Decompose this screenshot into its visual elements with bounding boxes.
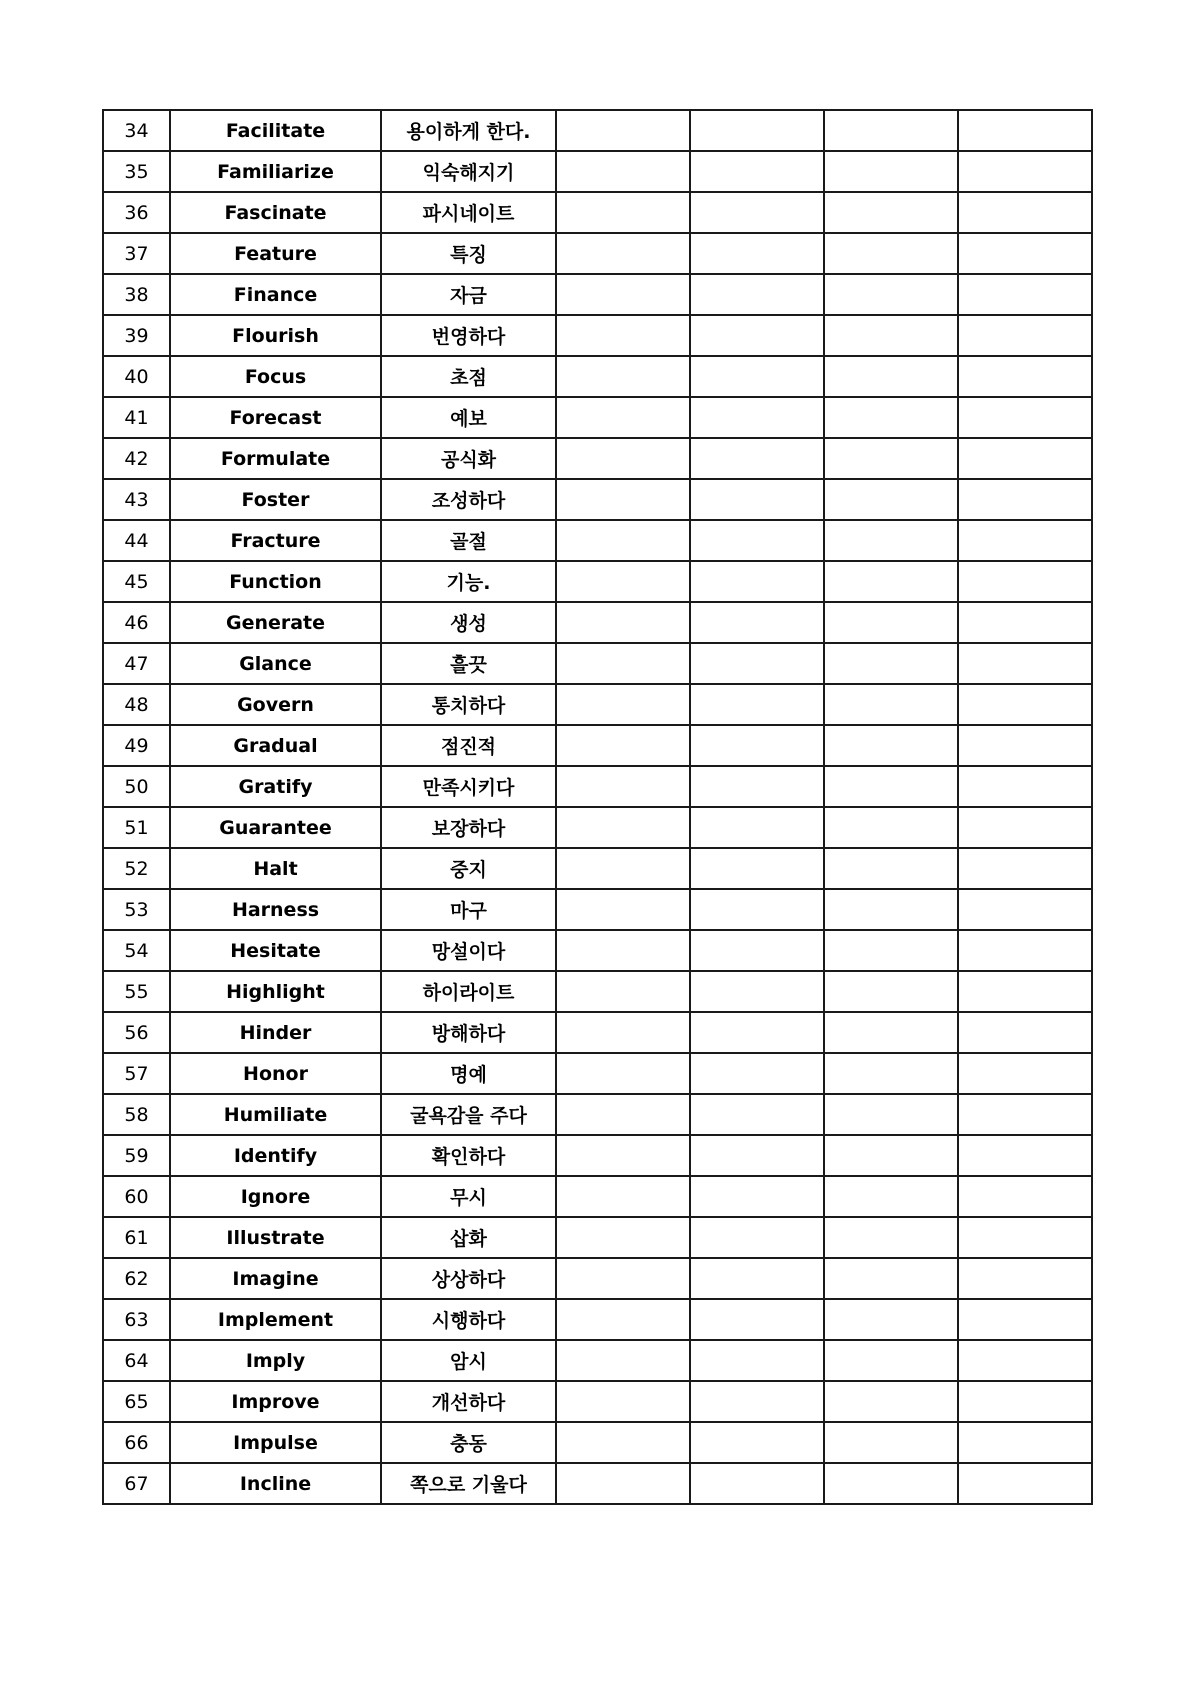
row-number: 65 [103,1381,170,1422]
practice-cell-2 [690,315,824,356]
row-number: 41 [103,397,170,438]
practice-cell-3 [824,1217,958,1258]
english-word: Implement [170,1299,381,1340]
korean-meaning: 골절 [381,520,556,561]
practice-cell-2 [690,602,824,643]
practice-cell-2 [690,1463,824,1504]
practice-cell-1 [556,397,690,438]
practice-cell-2 [690,1053,824,1094]
practice-cell-2 [690,1012,824,1053]
practice-cell-2 [690,1094,824,1135]
practice-cell-3 [824,1053,958,1094]
row-number: 52 [103,848,170,889]
row-number: 35 [103,151,170,192]
korean-meaning: 명예 [381,1053,556,1094]
practice-cell-3 [824,1135,958,1176]
row-number: 53 [103,889,170,930]
korean-meaning: 굴욕감을 주다 [381,1094,556,1135]
row-number: 45 [103,561,170,602]
practice-cell-1 [556,1094,690,1135]
row-number: 48 [103,684,170,725]
korean-meaning: 암시 [381,1340,556,1381]
korean-meaning: 쪽으로 기울다 [381,1463,556,1504]
practice-cell-2 [690,151,824,192]
english-word: Facilitate [170,110,381,151]
practice-cell-4 [958,1381,1092,1422]
korean-meaning: 초점 [381,356,556,397]
practice-cell-2 [690,1135,824,1176]
practice-cell-2 [690,848,824,889]
row-number: 50 [103,766,170,807]
korean-meaning: 마구 [381,889,556,930]
english-word: Ignore [170,1176,381,1217]
practice-cell-4 [958,1094,1092,1135]
practice-cell-3 [824,479,958,520]
row-number: 44 [103,520,170,561]
row-number: 38 [103,274,170,315]
english-word: Humiliate [170,1094,381,1135]
practice-cell-1 [556,848,690,889]
practice-cell-2 [690,397,824,438]
practice-cell-2 [690,438,824,479]
english-word: Familiarize [170,151,381,192]
table-row [103,397,1092,438]
practice-cell-1 [556,930,690,971]
table-row [103,766,1092,807]
practice-cell-3 [824,1381,958,1422]
table-row [103,1094,1092,1135]
practice-cell-4 [958,1422,1092,1463]
practice-cell-3 [824,725,958,766]
practice-cell-1 [556,1176,690,1217]
table-row [103,1340,1092,1381]
table-row [103,684,1092,725]
english-word: Glance [170,643,381,684]
row-number: 36 [103,192,170,233]
practice-cell-1 [556,1381,690,1422]
practice-cell-1 [556,438,690,479]
row-number: 51 [103,807,170,848]
practice-cell-3 [824,356,958,397]
practice-cell-2 [690,1340,824,1381]
practice-cell-3 [824,807,958,848]
english-word: Harness [170,889,381,930]
practice-cell-4 [958,725,1092,766]
practice-cell-4 [958,1463,1092,1504]
table-row [103,602,1092,643]
row-number: 47 [103,643,170,684]
practice-cell-3 [824,110,958,151]
practice-cell-3 [824,397,958,438]
table-row [103,274,1092,315]
korean-meaning: 충동 [381,1422,556,1463]
english-word: Impulse [170,1422,381,1463]
korean-meaning: 자금 [381,274,556,315]
english-word: Hesitate [170,930,381,971]
english-word: Hinder [170,1012,381,1053]
practice-cell-4 [958,274,1092,315]
practice-cell-1 [556,643,690,684]
practice-cell-4 [958,233,1092,274]
english-word: Fascinate [170,192,381,233]
practice-cell-1 [556,971,690,1012]
practice-cell-3 [824,848,958,889]
korean-meaning: 흘끗 [381,643,556,684]
practice-cell-4 [958,889,1092,930]
practice-cell-1 [556,1340,690,1381]
table-row [103,561,1092,602]
practice-cell-4 [958,1053,1092,1094]
practice-cell-4 [958,1217,1092,1258]
row-number: 39 [103,315,170,356]
practice-cell-1 [556,110,690,151]
practice-cell-3 [824,1176,958,1217]
english-word: Highlight [170,971,381,1012]
practice-cell-1 [556,233,690,274]
practice-cell-4 [958,1299,1092,1340]
row-number: 62 [103,1258,170,1299]
practice-cell-3 [824,1258,958,1299]
practice-cell-4 [958,807,1092,848]
row-number: 56 [103,1012,170,1053]
table-row [103,807,1092,848]
korean-meaning: 방해하다 [381,1012,556,1053]
row-number: 46 [103,602,170,643]
english-word: Honor [170,1053,381,1094]
practice-cell-2 [690,233,824,274]
practice-cell-2 [690,274,824,315]
practice-cell-4 [958,151,1092,192]
practice-cell-1 [556,1258,690,1299]
english-word: Identify [170,1135,381,1176]
english-word: Finance [170,274,381,315]
english-word: Guarantee [170,807,381,848]
practice-cell-2 [690,192,824,233]
practice-cell-3 [824,930,958,971]
english-word: Formulate [170,438,381,479]
practice-cell-1 [556,889,690,930]
practice-cell-2 [690,479,824,520]
row-number: 66 [103,1422,170,1463]
practice-cell-4 [958,479,1092,520]
english-word: Halt [170,848,381,889]
practice-cell-2 [690,561,824,602]
korean-meaning: 점진적 [381,725,556,766]
practice-cell-2 [690,1258,824,1299]
practice-cell-2 [690,1381,824,1422]
practice-cell-4 [958,356,1092,397]
row-number: 42 [103,438,170,479]
practice-cell-3 [824,1422,958,1463]
practice-cell-1 [556,315,690,356]
practice-cell-2 [690,1422,824,1463]
practice-cell-4 [958,397,1092,438]
korean-meaning: 특징 [381,233,556,274]
practice-cell-2 [690,1176,824,1217]
practice-cell-4 [958,520,1092,561]
english-word: Function [170,561,381,602]
practice-cell-2 [690,684,824,725]
practice-cell-2 [690,356,824,397]
practice-cell-3 [824,233,958,274]
row-number: 34 [103,110,170,151]
english-word: Govern [170,684,381,725]
korean-meaning: 망설이다 [381,930,556,971]
practice-cell-4 [958,848,1092,889]
practice-cell-4 [958,643,1092,684]
table-row [103,1012,1092,1053]
row-number: 59 [103,1135,170,1176]
practice-cell-3 [824,1094,958,1135]
table-row [103,930,1092,971]
practice-cell-3 [824,151,958,192]
english-word: Forecast [170,397,381,438]
practice-cell-1 [556,1135,690,1176]
practice-cell-4 [958,110,1092,151]
practice-cell-4 [958,1012,1092,1053]
table-row [103,233,1092,274]
practice-cell-2 [690,766,824,807]
table-row [103,1381,1092,1422]
row-number: 54 [103,930,170,971]
practice-cell-1 [556,1422,690,1463]
korean-meaning: 기능. [381,561,556,602]
practice-cell-3 [824,1463,958,1504]
korean-meaning: 중지 [381,848,556,889]
practice-cell-2 [690,110,824,151]
practice-cell-2 [690,930,824,971]
practice-cell-3 [824,1299,958,1340]
practice-cell-3 [824,889,958,930]
korean-meaning: 예보 [381,397,556,438]
practice-cell-3 [824,971,958,1012]
practice-cell-3 [824,438,958,479]
korean-meaning: 파시네이트 [381,192,556,233]
practice-cell-1 [556,1053,690,1094]
practice-cell-4 [958,766,1092,807]
korean-meaning: 번영하다 [381,315,556,356]
table-row [103,1135,1092,1176]
korean-meaning: 익숙해지기 [381,151,556,192]
practice-cell-1 [556,602,690,643]
practice-cell-1 [556,151,690,192]
english-word: Imply [170,1340,381,1381]
table-row [103,1176,1092,1217]
english-word: Illustrate [170,1217,381,1258]
practice-cell-3 [824,1012,958,1053]
table-row [103,889,1092,930]
practice-cell-1 [556,725,690,766]
row-number: 40 [103,356,170,397]
practice-cell-4 [958,1176,1092,1217]
korean-meaning: 용이하게 한다. [381,110,556,151]
table-row [103,1299,1092,1340]
korean-meaning: 조성하다 [381,479,556,520]
vocabulary-table-body [103,110,1092,1504]
english-word: Flourish [170,315,381,356]
practice-cell-1 [556,561,690,602]
row-number: 43 [103,479,170,520]
korean-meaning: 상상하다 [381,1258,556,1299]
korean-meaning: 하이라이트 [381,971,556,1012]
table-row [103,151,1092,192]
table-row [103,1463,1092,1504]
table-row [103,110,1092,151]
practice-cell-4 [958,192,1092,233]
practice-cell-3 [824,766,958,807]
practice-cell-2 [690,520,824,561]
table-row [103,192,1092,233]
english-word: Gradual [170,725,381,766]
practice-cell-4 [958,684,1092,725]
english-word: Incline [170,1463,381,1504]
practice-cell-2 [690,643,824,684]
table-row [103,479,1092,520]
practice-cell-1 [556,766,690,807]
vocabulary-table [102,109,1093,1505]
english-word: Foster [170,479,381,520]
row-number: 37 [103,233,170,274]
practice-cell-1 [556,1299,690,1340]
practice-cell-3 [824,192,958,233]
practice-cell-3 [824,602,958,643]
table-row [103,356,1092,397]
practice-cell-2 [690,1299,824,1340]
english-word: Gratify [170,766,381,807]
row-number: 60 [103,1176,170,1217]
korean-meaning: 보장하다 [381,807,556,848]
row-number: 64 [103,1340,170,1381]
korean-meaning: 개선하다 [381,1381,556,1422]
practice-cell-1 [556,192,690,233]
korean-meaning: 만족시키다 [381,766,556,807]
korean-meaning: 확인하다 [381,1135,556,1176]
table-row [103,1258,1092,1299]
table-row [103,315,1092,356]
practice-cell-3 [824,561,958,602]
practice-cell-2 [690,889,824,930]
practice-cell-4 [958,438,1092,479]
table-row [103,1217,1092,1258]
practice-cell-3 [824,315,958,356]
table-row [103,1053,1092,1094]
table-row [103,643,1092,684]
practice-cell-1 [556,479,690,520]
practice-cell-3 [824,274,958,315]
practice-cell-1 [556,1463,690,1504]
korean-meaning: 공식화 [381,438,556,479]
row-number: 63 [103,1299,170,1340]
english-word: Improve [170,1381,381,1422]
row-number: 58 [103,1094,170,1135]
practice-cell-1 [556,807,690,848]
table-row [103,1422,1092,1463]
english-word: Generate [170,602,381,643]
practice-cell-4 [958,602,1092,643]
row-number: 67 [103,1463,170,1504]
practice-cell-4 [958,971,1092,1012]
practice-cell-4 [958,1135,1092,1176]
korean-meaning: 무시 [381,1176,556,1217]
practice-cell-3 [824,684,958,725]
practice-cell-4 [958,315,1092,356]
table-row [103,520,1092,561]
practice-cell-2 [690,1217,824,1258]
english-word: Feature [170,233,381,274]
row-number: 57 [103,1053,170,1094]
practice-cell-1 [556,1217,690,1258]
practice-cell-1 [556,356,690,397]
practice-cell-4 [958,561,1092,602]
practice-cell-4 [958,930,1092,971]
practice-cell-4 [958,1340,1092,1381]
table-row [103,971,1092,1012]
practice-cell-1 [556,520,690,561]
table-row [103,438,1092,479]
practice-cell-1 [556,274,690,315]
korean-meaning: 통치하다 [381,684,556,725]
english-word: Focus [170,356,381,397]
practice-cell-1 [556,684,690,725]
korean-meaning: 생성 [381,602,556,643]
table-row [103,725,1092,766]
practice-cell-3 [824,643,958,684]
practice-cell-2 [690,971,824,1012]
table-row [103,848,1092,889]
korean-meaning: 삽화 [381,1217,556,1258]
korean-meaning: 시행하다 [381,1299,556,1340]
practice-cell-3 [824,1340,958,1381]
practice-cell-1 [556,1012,690,1053]
practice-cell-3 [824,520,958,561]
english-word: Fracture [170,520,381,561]
practice-cell-2 [690,725,824,766]
row-number: 49 [103,725,170,766]
practice-cell-2 [690,807,824,848]
row-number: 55 [103,971,170,1012]
practice-cell-4 [958,1258,1092,1299]
row-number: 61 [103,1217,170,1258]
english-word: Imagine [170,1258,381,1299]
